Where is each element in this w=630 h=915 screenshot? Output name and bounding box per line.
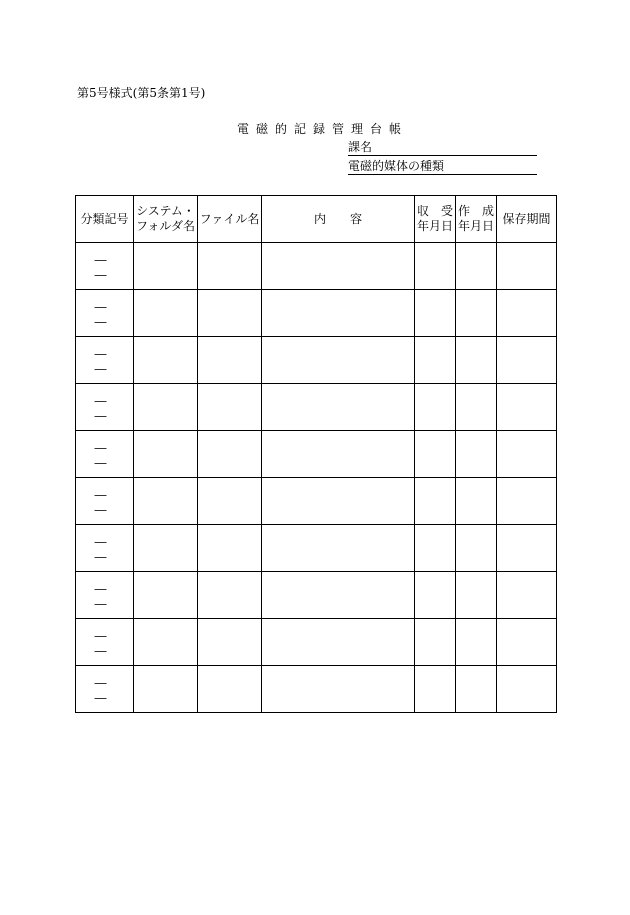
col-header-content: 内 容: [262, 196, 415, 243]
cell-retention-period[interactable]: [497, 666, 557, 713]
cell-system-folder[interactable]: [134, 337, 198, 384]
table-row: [76, 666, 557, 713]
ledger-table: [75, 195, 557, 713]
table-row: [76, 525, 557, 572]
cell-classification: ― ―: [76, 384, 134, 431]
cell-classification: ― ―: [76, 337, 134, 384]
cell-file-name[interactable]: [198, 384, 262, 431]
cell-system-folder[interactable]: [134, 243, 198, 290]
col-header-created-date: 作 成 年月日: [456, 196, 497, 243]
cell-received-date[interactable]: [415, 384, 456, 431]
cell-file-name[interactable]: [198, 525, 262, 572]
cell-received-date[interactable]: [415, 525, 456, 572]
cell-content[interactable]: [262, 572, 415, 619]
cell-file-name[interactable]: [198, 290, 262, 337]
cell-system-folder[interactable]: [134, 478, 198, 525]
cell-content[interactable]: [262, 619, 415, 666]
table-row: [76, 572, 557, 619]
cell-created-date[interactable]: [456, 478, 497, 525]
cell-received-date[interactable]: [415, 478, 456, 525]
cell-classification: ― ―: [76, 525, 134, 572]
table-row: [76, 384, 557, 431]
cell-content[interactable]: [262, 243, 415, 290]
cell-classification: ― ―: [76, 243, 134, 290]
col-header-classification: 分類記号: [76, 196, 134, 243]
cell-content[interactable]: [262, 666, 415, 713]
cell-retention-period[interactable]: [497, 525, 557, 572]
cell-created-date[interactable]: [456, 666, 497, 713]
cell-received-date[interactable]: [415, 431, 456, 478]
cell-content[interactable]: [262, 431, 415, 478]
cell-file-name[interactable]: [198, 431, 262, 478]
cell-classification: ― ―: [76, 572, 134, 619]
cell-retention-period[interactable]: [497, 337, 557, 384]
cell-classification: ― ―: [76, 619, 134, 666]
cell-classification: ― ―: [76, 478, 134, 525]
cell-classification: ― ―: [76, 290, 134, 337]
cell-file-name[interactable]: [198, 478, 262, 525]
cell-retention-period[interactable]: [497, 619, 557, 666]
table-row: [76, 478, 557, 525]
col-header-retention-period: 保存期間: [497, 196, 557, 243]
col-header-file-name: ファイル名: [198, 196, 262, 243]
cell-received-date[interactable]: [415, 290, 456, 337]
cell-retention-period[interactable]: [497, 478, 557, 525]
cell-file-name[interactable]: [198, 572, 262, 619]
cell-retention-period[interactable]: [497, 384, 557, 431]
cell-created-date[interactable]: [456, 337, 497, 384]
cell-system-folder[interactable]: [134, 431, 198, 478]
cell-retention-period[interactable]: [497, 572, 557, 619]
cell-system-folder[interactable]: [134, 619, 198, 666]
header-row: [76, 196, 557, 243]
cell-system-folder[interactable]: [134, 290, 198, 337]
col-header-system-folder: システム・ フォルダ名: [134, 196, 198, 243]
cell-created-date[interactable]: [456, 431, 497, 478]
table-row: [76, 290, 557, 337]
cell-system-folder[interactable]: [134, 525, 198, 572]
col-header-received-date: 収 受 年月日: [415, 196, 456, 243]
cell-created-date[interactable]: [456, 619, 497, 666]
department-field[interactable]: 課名: [348, 139, 537, 156]
cell-file-name[interactable]: [198, 337, 262, 384]
cell-content[interactable]: [262, 290, 415, 337]
cell-created-date[interactable]: [456, 572, 497, 619]
cell-received-date[interactable]: [415, 666, 456, 713]
cell-received-date[interactable]: [415, 243, 456, 290]
cell-received-date[interactable]: [415, 619, 456, 666]
cell-received-date[interactable]: [415, 337, 456, 384]
cell-created-date[interactable]: [456, 243, 497, 290]
cell-file-name[interactable]: [198, 619, 262, 666]
cell-created-date[interactable]: [456, 290, 497, 337]
cell-content[interactable]: [262, 525, 415, 572]
cell-content[interactable]: [262, 384, 415, 431]
cell-file-name[interactable]: [198, 243, 262, 290]
table-row: [76, 243, 557, 290]
cell-classification: ― ―: [76, 431, 134, 478]
cell-content[interactable]: [262, 478, 415, 525]
cell-received-date[interactable]: [415, 572, 456, 619]
cell-classification: ― ―: [76, 666, 134, 713]
table-row: [76, 337, 557, 384]
cell-content[interactable]: [262, 337, 415, 384]
cell-retention-period[interactable]: [497, 243, 557, 290]
cell-retention-period[interactable]: [497, 431, 557, 478]
cell-system-folder[interactable]: [134, 666, 198, 713]
document-title: 電磁的記録管理台帳: [237, 122, 409, 136]
table-row: [76, 431, 557, 478]
cell-created-date[interactable]: [456, 384, 497, 431]
cell-file-name[interactable]: [198, 666, 262, 713]
form-number: 第5号様式(第5条第1号): [77, 86, 206, 100]
table-row: [76, 619, 557, 666]
media-type-field[interactable]: 電磁的媒体の種類: [348, 158, 537, 175]
cell-created-date[interactable]: [456, 525, 497, 572]
cell-system-folder[interactable]: [134, 572, 198, 619]
cell-retention-period[interactable]: [497, 290, 557, 337]
cell-system-folder[interactable]: [134, 384, 198, 431]
